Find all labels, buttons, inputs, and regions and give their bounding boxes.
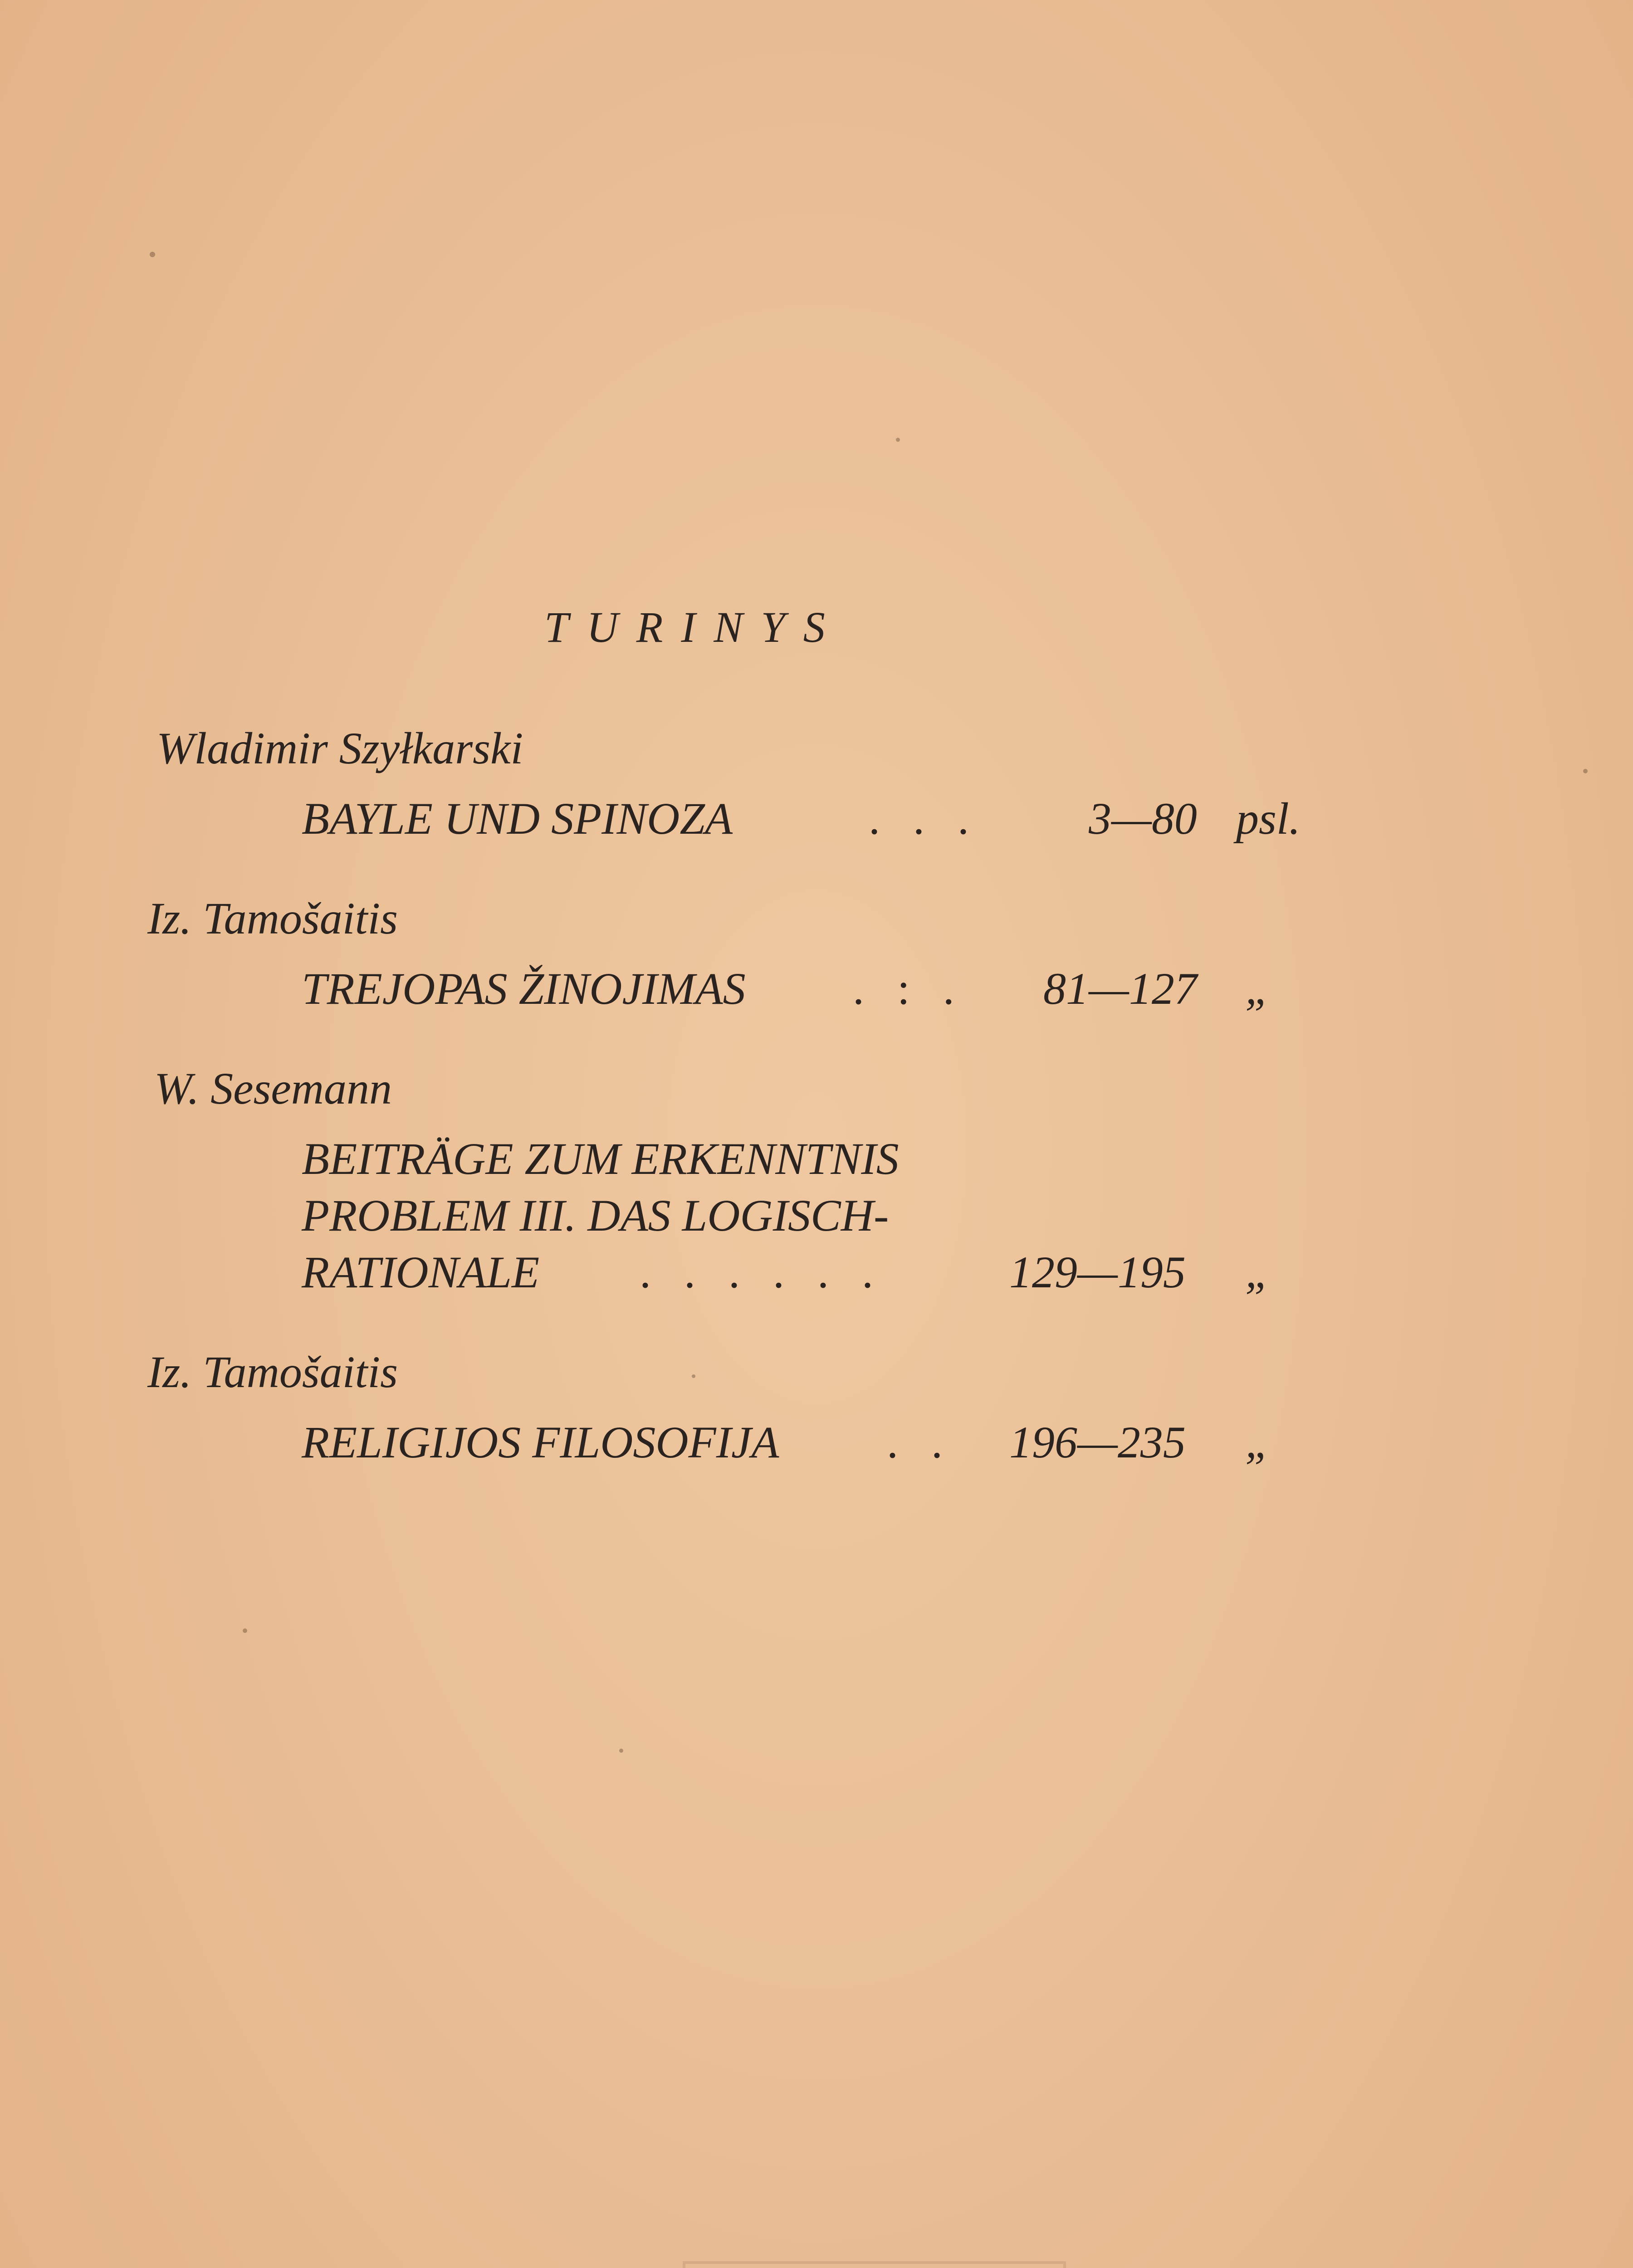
- entry-3-title-line-1: BEITRÄGE ZUM ERKENNTNIS: [302, 1134, 899, 1184]
- entry-1-unit: psl.: [1236, 793, 1301, 844]
- entry-1-title: BAYLE UND SPINOZA: [302, 793, 733, 844]
- entry-2-dots: . : .: [853, 963, 965, 1014]
- paper-speck: [692, 1374, 695, 1378]
- paper-speck: [896, 438, 900, 442]
- library-stamp: [683, 2261, 1066, 2268]
- entry-3-unit: „: [1245, 1247, 1271, 1297]
- paper-speck: [1583, 769, 1588, 773]
- entry-2-unit: „: [1245, 963, 1271, 1014]
- entry-3-dots: . . . . . .: [640, 1247, 884, 1297]
- entry-1-dots: . . .: [869, 793, 980, 844]
- entry-4-pages: 196—235: [1009, 1417, 1186, 1467]
- entry-3-pages: 129—195: [1009, 1247, 1186, 1297]
- entry-2-author: Iz. Tamošaitis: [147, 893, 398, 943]
- entry-1-pages: 3—80: [1089, 793, 1197, 844]
- entry-2-title: TREJOPAS ŽINOJIMAS: [302, 963, 746, 1014]
- entry-3-title-line-3: RATIONALE: [302, 1247, 540, 1297]
- contents-heading: TURINYS: [544, 603, 843, 651]
- paper-speck: [150, 252, 155, 257]
- entry-3-title-line-2: PROBLEM III. DAS LOGISCH-: [302, 1190, 889, 1241]
- paper-speck: [243, 1628, 247, 1633]
- entry-4-unit: „: [1245, 1417, 1271, 1467]
- entry-1-author: Wladimir Szyłkarski: [156, 723, 523, 773]
- entry-2-pages: 81—127: [1043, 963, 1197, 1014]
- entry-4-author: Iz. Tamošaitis: [147, 1347, 398, 1397]
- entry-3-author: W. Sesemann: [154, 1063, 392, 1114]
- entry-4-dots: . .: [887, 1417, 953, 1467]
- entry-4-title: RELIGIJOS FILOSOFIJA: [302, 1417, 779, 1467]
- paper-speck: [619, 1749, 623, 1753]
